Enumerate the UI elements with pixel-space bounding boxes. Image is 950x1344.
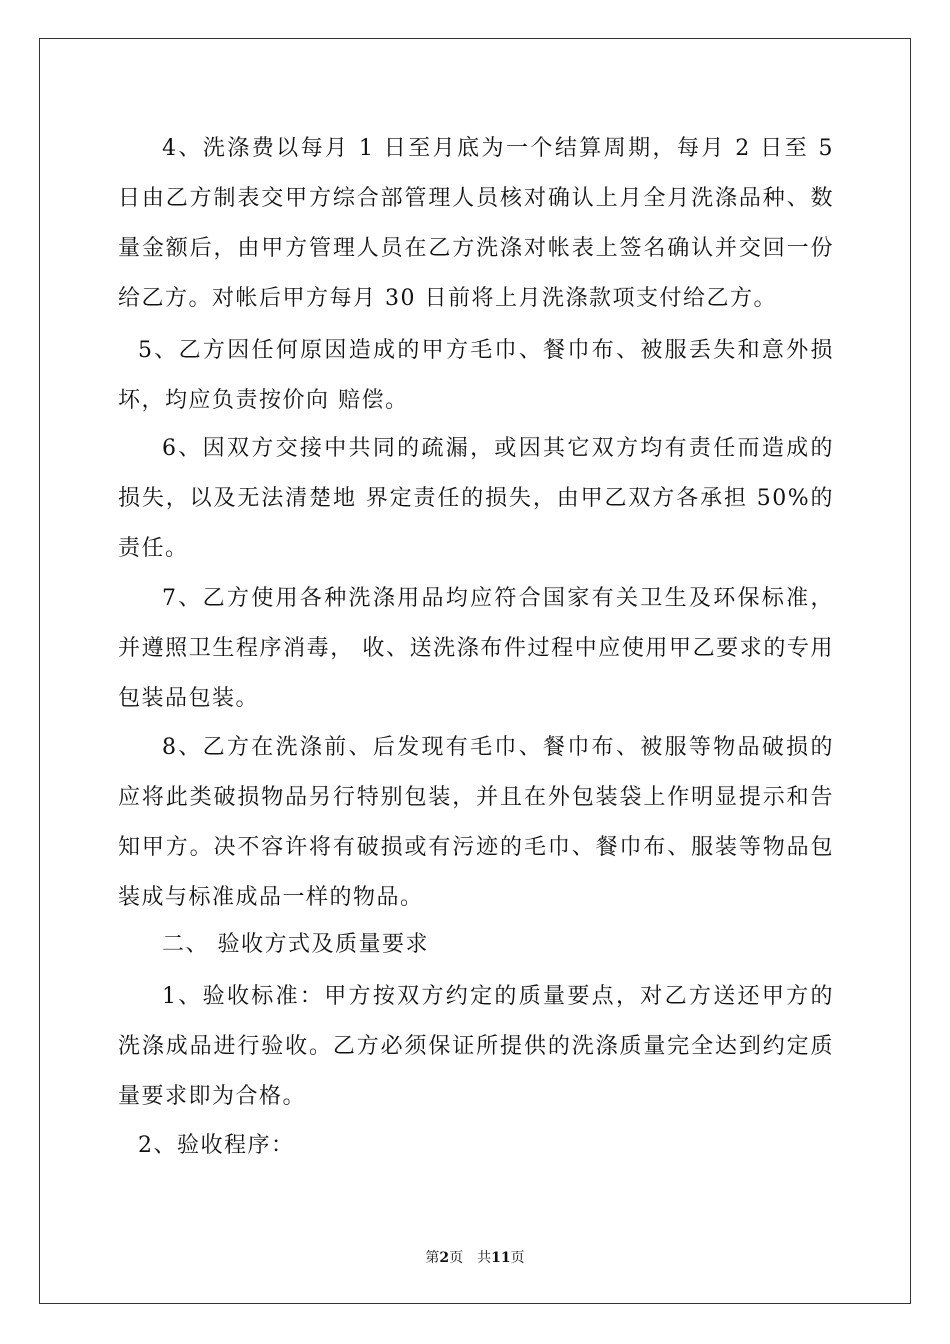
footer-total-pages: 11: [491, 1250, 511, 1266]
paragraph-item-7: 7、乙方使用各种洗涤用品均应符合国家有关卫生及环保标准，并遵照卫生程序消毒， 收、送洗涤布件过程中应使用甲乙要求的专用包装品包装。: [118, 586, 834, 711]
acceptance-standard-paragraph: 1、验收标准：甲方按双方约定的质量要点，对乙方送还甲方的洗涤成品进行验收。乙方必须保证所提供的洗涤质量完全达到约定质量要求即为合格。: [118, 984, 834, 1109]
section-heading: 二、 验收方式及质量要求: [162, 932, 429, 957]
footer-suffix: 页: [510, 1250, 525, 1266]
footer-page-number: 2: [439, 1250, 450, 1266]
acceptance-procedure-paragraph: 2、验收程序：: [138, 1133, 295, 1158]
paragraph-item-8: 8、乙方在洗涤前、后发现有毛巾、餐巾布、被服等物品破损的应将此类破损物品另行特别包装，并且在外包装袋上作明显提示和告知甲方。决不容许将有破损或有污迹的毛巾、餐巾布、服装等物品包装成与标准成品一样的物品。: [118, 735, 834, 910]
paragraph-item-6: 6、因双方交接中共同的疏漏，或因其它双方均有责任而造成的损失，以及无法清楚地 界定责任的损失，由甲乙双方各承担 50%的责任。: [118, 436, 834, 561]
paragraph-item-5: 5、乙方因任何原因造成的甲方毛巾、餐巾布、被服丢失和意外损坏，均应负责按价向 赔偿。: [118, 338, 834, 413]
footer-middle: 页 共: [449, 1250, 492, 1266]
paragraph-item-4: 4、洗涤费以每月 1 日至月底为一个结算周期，每月 2 日至 5 日由乙方制表交甲方综合部管理人员核对确认上月全月洗涤品种、数量金额后，由甲方管理人员在乙方洗涤对帐表上签名确认并交回一份给乙方。对帐后甲方每月 30 日前将上月洗涤款项支付给乙方。: [118, 136, 834, 311]
page-footer: [0, 1247, 950, 1267]
footer-prefix: 第: [425, 1250, 440, 1266]
